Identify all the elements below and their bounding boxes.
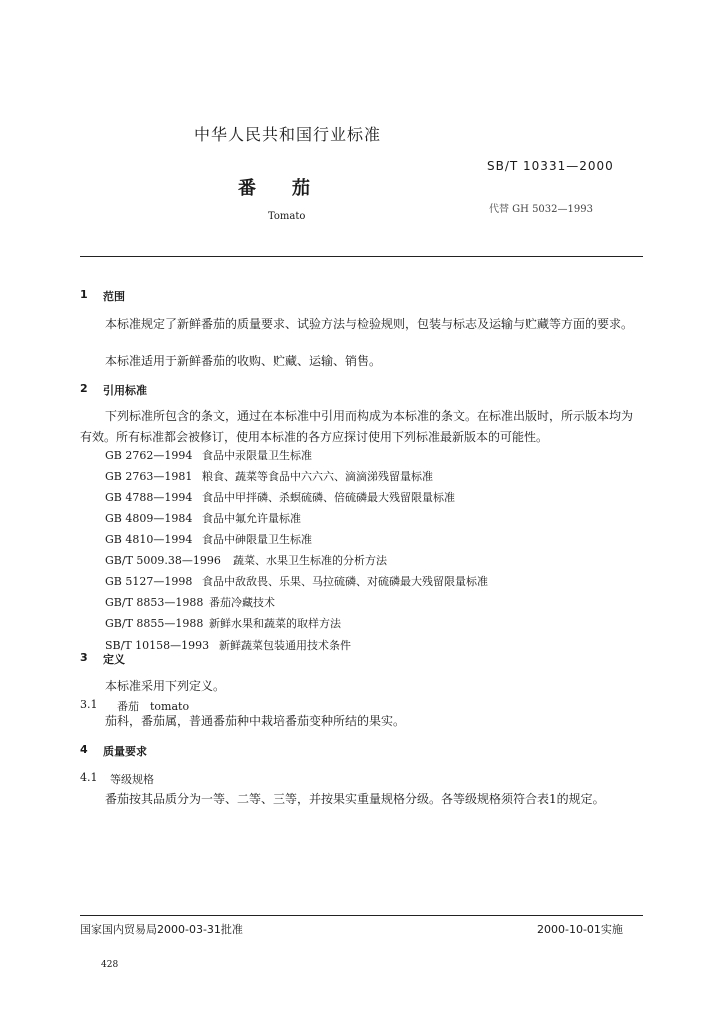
section-1-number: 1 [80, 288, 88, 301]
reference-title: 蔬菜、水果卫生标准的分析方法 [233, 554, 387, 567]
replaced-standard: 代替 GH 5032—1993 [489, 204, 593, 215]
doc-title-english: Tomato [268, 211, 306, 222]
reference-code: GB 4788—1994 [105, 491, 193, 504]
reference-item [105, 531, 312, 547]
reference-item [105, 489, 455, 505]
section-1-paragraph-2: 本标准适用于新鲜番茄的收购、贮藏、运输、销售。 [105, 354, 382, 368]
reference-item [105, 447, 312, 463]
subsection-4-1-paragraph: 番茄按其品质分为一等、二等、三等，并按果实重量规格分级。各等级规格须符合表1的规定。 [105, 792, 605, 806]
section-2-title: 引用标准 [103, 384, 147, 397]
reference-code: GB/T 8853—1988 [105, 596, 204, 609]
reference-item [105, 510, 301, 526]
footer-divider [80, 915, 643, 916]
reference-title: 食品中敌敌畏、乐果、马拉硫磷、对硫磷最大残留限量标准 [202, 575, 488, 588]
reference-title: 食品中汞限量卫生标准 [202, 449, 312, 462]
subsection-3-1-number: 3.1 [80, 698, 98, 711]
reference-code: GB 4810—1994 [105, 533, 193, 546]
section-4-title: 质量要求 [103, 745, 147, 758]
reference-title: 新鲜水果和蔬菜的取样方法 [209, 617, 341, 630]
section-1-title: 范围 [103, 290, 125, 303]
reference-code: GB/T 8855—1988 [105, 617, 204, 630]
header-divider [80, 256, 643, 257]
reference-item [105, 637, 351, 653]
reference-item [105, 594, 275, 610]
reference-item [105, 552, 387, 568]
section-2-number: 2 [80, 382, 88, 395]
reference-title: 番茄冷藏技术 [209, 596, 275, 609]
section-2-paragraph-1: 下列标准所包含的条文，通过在本标准中引用而构成为本标准的条文。在标准出版时，所示版本均为有效。所有标准都会被修订，使用本标准的各方应探讨使用下列标准最新版本的可能性。 [80, 409, 634, 444]
subsection-3-1-definition: 茄科，番茄属，普通番茄种中栽培番茄变种所结的果实。 [105, 714, 406, 728]
reference-title: 食品中甲拌磷、杀螟硫磷、倍硫磷最大残留限量标准 [202, 491, 455, 504]
reference-code: GB 5127—1998 [105, 575, 193, 588]
doc-title: 番 茄 [238, 178, 310, 199]
reference-title: 新鲜蔬菜包装通用技术条件 [219, 639, 351, 652]
standard-code: SB/T 10331—2000 [487, 159, 614, 173]
reference-item [105, 468, 433, 484]
reference-code: GB 2762—1994 [105, 449, 193, 462]
reference-item [105, 573, 488, 589]
reference-code: GB/T 5009.38—1996 [105, 554, 221, 567]
subsection-3-1-term: 番茄 tomato [117, 700, 190, 713]
section-3-paragraph-1: 本标准采用下列定义。 [105, 679, 226, 693]
subsection-4-1-title: 等级规格 [110, 773, 154, 786]
reference-title: 食品中氟允许量标准 [202, 512, 301, 525]
section-3-title: 定义 [103, 653, 125, 666]
reference-code: SB/T 10158—1993 [105, 639, 210, 652]
reference-title: 粮食、蔬菜等食品中六六六、滴滴涕残留量标准 [202, 470, 433, 483]
section-3-number: 3 [80, 651, 88, 664]
section-4-number: 4 [80, 743, 88, 756]
reference-item [105, 615, 341, 631]
page-number: 428 [101, 960, 119, 970]
section-1-paragraph-1: 本标准规定了新鲜番茄的质量要求、试验方法与检验规则，包装与标志及运输与贮藏等方面的要求。 [105, 317, 634, 331]
effective-date: 2000-10-01实施 [537, 923, 623, 936]
reference-title: 食品中砷限量卫生标准 [202, 533, 312, 546]
approval-line: 国家国内贸易局2000-03-31批准 [80, 923, 243, 936]
org-title: 中华人民共和国行业标准 [194, 125, 382, 144]
reference-code: GB 2763—1981 [105, 470, 193, 483]
subsection-4-1-number: 4.1 [80, 771, 98, 784]
reference-code: GB 4809—1984 [105, 512, 193, 525]
